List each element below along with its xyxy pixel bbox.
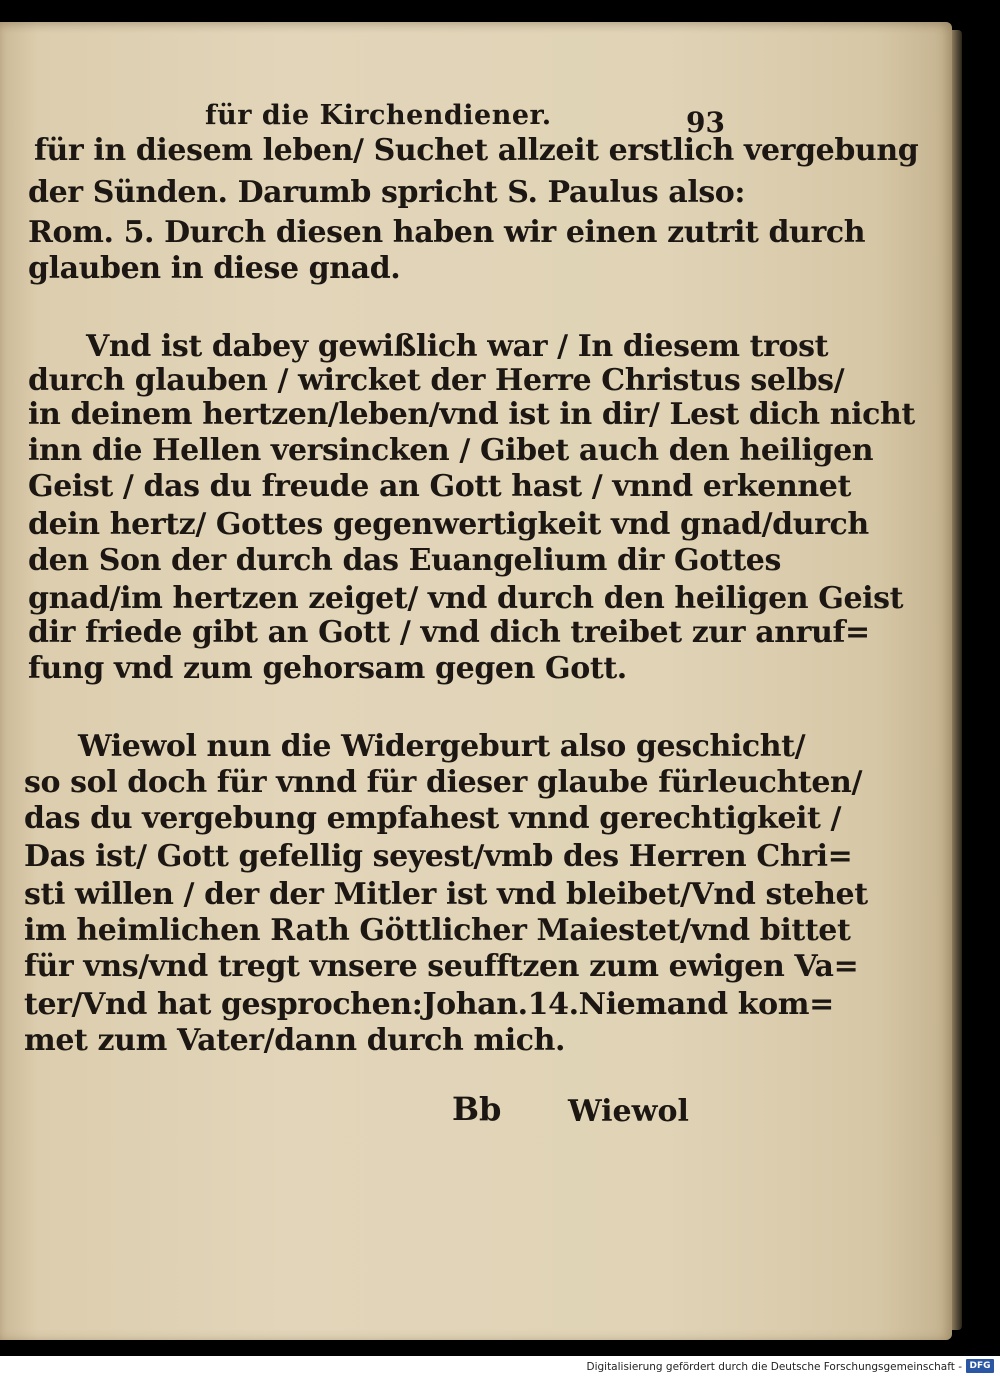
text-line: met zum Vater/dann durch mich. bbox=[24, 1023, 566, 1058]
text-line: im heimlichen Rath Göttlicher Maiestet/vnd bittet bbox=[24, 913, 851, 948]
text-line: inn die Hellen versincken / Gibet auch den heiligen bbox=[28, 433, 874, 468]
text-line: dir friede gibt an Gott / vnd dich treibet zur anruf= bbox=[28, 615, 870, 650]
text-line: durch glauben / wircket der Herre Christus selbs/ bbox=[28, 363, 845, 398]
page-number: 93 bbox=[686, 106, 725, 139]
text-line: das du vergebung empfahest vnnd gerechtigkeit / bbox=[24, 801, 842, 836]
dfg-logo-icon: DFG bbox=[966, 1359, 994, 1373]
text-line: für in diesem leben/ Suchet allzeit erstlich vergebung bbox=[34, 133, 919, 168]
text-line: Geist / das du freude an Gott hast / vnnd erkennet bbox=[28, 469, 851, 504]
running-head: für die Kirchendiener. bbox=[205, 100, 552, 131]
text-line: so sol doch für vnnd für dieser glaube fürleuchten/ bbox=[24, 765, 863, 800]
text-line: Rom. 5. Durch diesen haben wir einen zutrit durch bbox=[28, 215, 866, 250]
text-line: Vnd ist dabey gewißlich war / In diesem trost bbox=[86, 329, 829, 364]
text-line: fung vnd zum gehorsam gegen Gott. bbox=[28, 651, 627, 686]
text-line: Das ist/ Gott gefellig seyest/vmb des Herren Chri= bbox=[24, 839, 853, 874]
text-line: glauben in diese gnad. bbox=[28, 251, 401, 286]
text-line: der Sünden. Darumb spricht S. Paulus also: bbox=[28, 175, 746, 210]
text-line: dein hertz/ Gottes gegenwertigkeit vnd gnad/durch bbox=[28, 507, 869, 542]
text-line: sti willen / der der Mitler ist vnd bleibet/Vnd stehet bbox=[24, 877, 868, 912]
text-line: gnad/im hertzen zeiget/ vnd durch den heiligen Geist bbox=[28, 581, 904, 616]
text-line: für vns/vnd tregt vnsere seufftzen zum ewigen Va= bbox=[24, 949, 859, 984]
funding-credit: Digitalisierung gefördert durch die Deutsche Forschungsgemeinschaft - bbox=[586, 1361, 962, 1373]
catchword: Wiewol bbox=[568, 1094, 689, 1129]
signature-mark: Bb bbox=[452, 1090, 502, 1128]
text-line: den Son der durch das Euangelium dir Gottes bbox=[28, 543, 781, 578]
text-line: ter/Vnd hat gesprochen:Johan.14.Niemand kom= bbox=[24, 987, 834, 1022]
text-line: in deinem hertzen/leben/vnd ist in dir/ Lest dich nicht bbox=[28, 397, 915, 432]
text-line: Wiewol nun die Widergeburt also geschicht/ bbox=[78, 729, 806, 764]
page-edge bbox=[952, 30, 962, 1330]
